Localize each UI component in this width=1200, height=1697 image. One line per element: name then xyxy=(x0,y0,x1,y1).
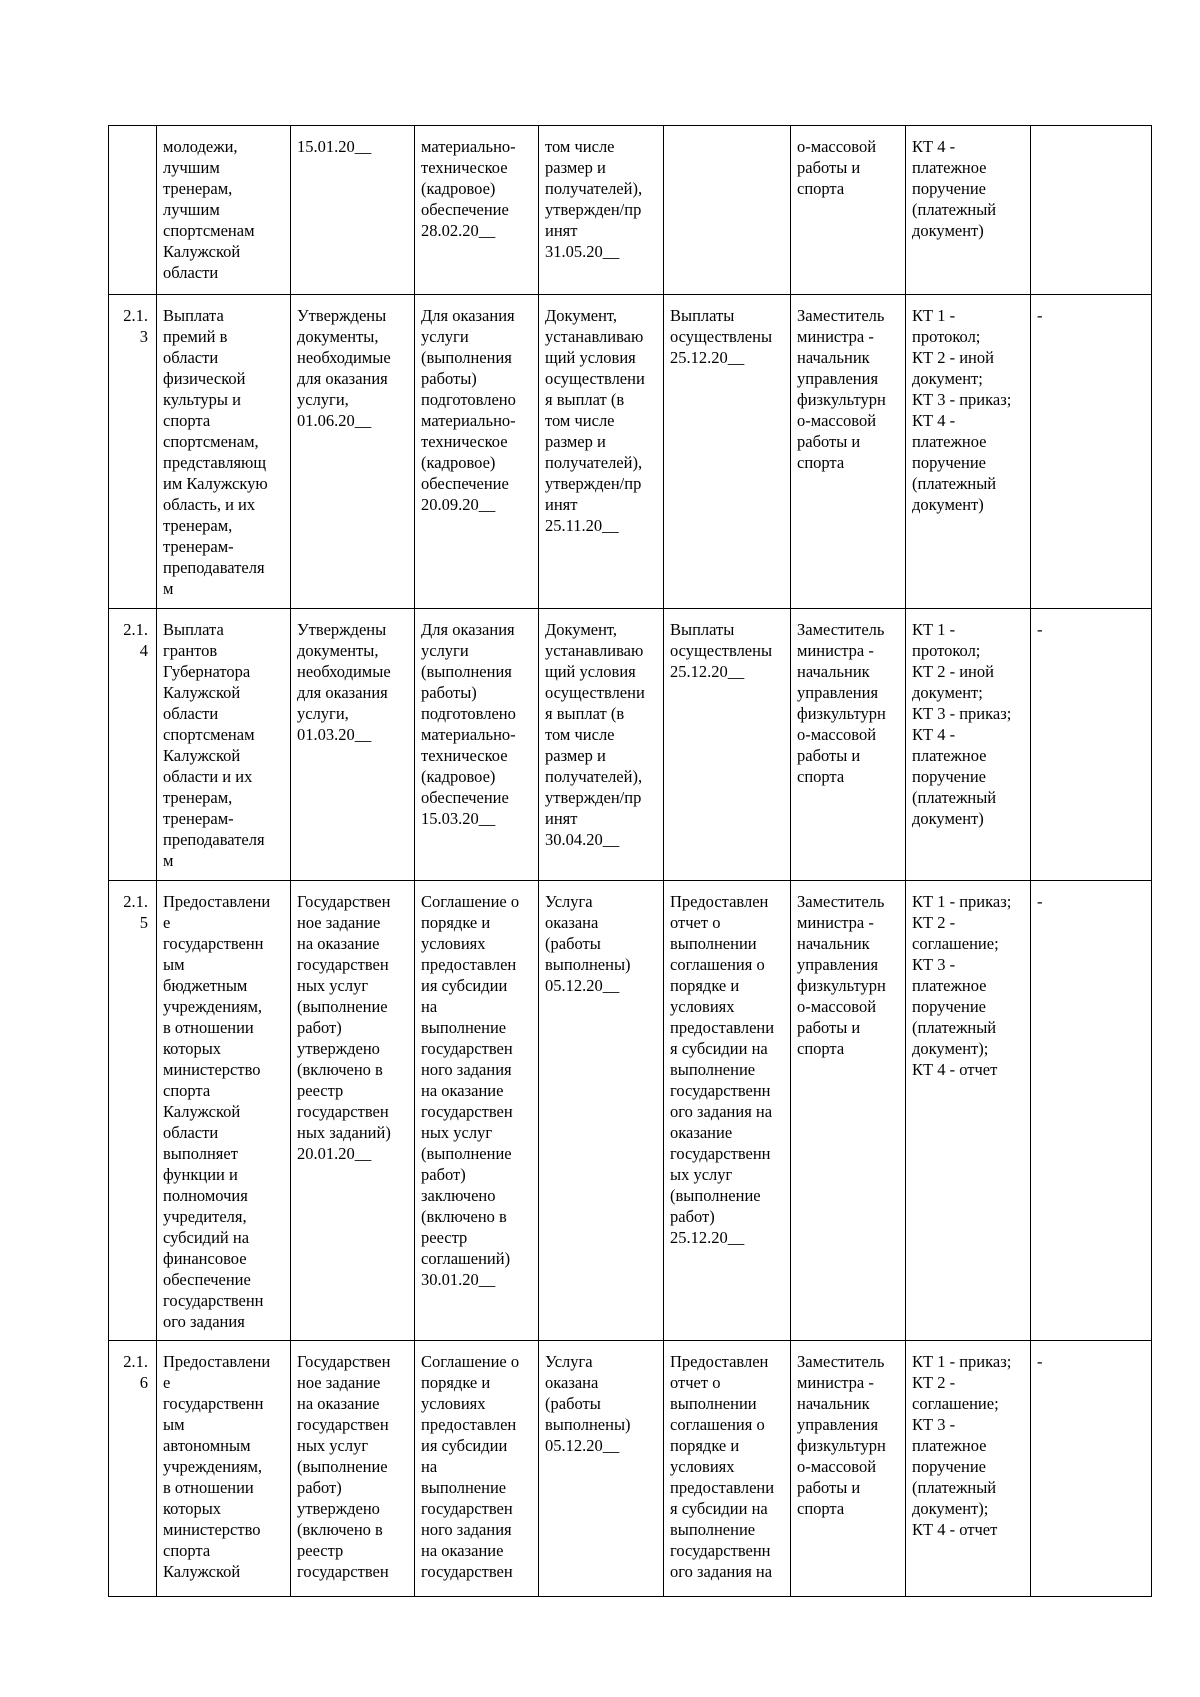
checkpoint-3: Услуга оказана (работы выполнены) 05.12.20__ xyxy=(539,881,664,1341)
note: - xyxy=(1031,881,1152,1341)
event-name: молодежи, лучшим тренерам, лучшим спортсменам Калужской области xyxy=(157,126,291,295)
checkpoint-1: Государствен ное задание на оказание государствен ных услуг (выполнение работ) утверждено (включено в реестр государствен xyxy=(291,1341,415,1597)
checkpoint-3: том числе размер и получателей), утвержден/пр инят 31.05.20__ xyxy=(539,126,664,295)
row-number: 2.1. 4 xyxy=(109,609,157,881)
responsible-person: Заместитель министра - начальник управления физкультурн о-массовой работы и спорта xyxy=(791,295,906,609)
event-name: Выплата премий в области физической культуры и спорта спортсменам, представляющ им Калужскую область, и их тренерам, тренерам- преподавателя м xyxy=(157,295,291,609)
checkpoint-4: Выплаты осуществлены 25.12.20__ xyxy=(664,295,791,609)
row-number: 2.1. 5 xyxy=(109,881,157,1341)
table-row xyxy=(109,126,1152,295)
plan-table xyxy=(108,125,1152,1597)
note: - xyxy=(1031,1341,1152,1597)
table-row xyxy=(109,881,1152,1341)
responsible-person: Заместитель министра - начальник управления физкультурн о-массовой работы и спорта xyxy=(791,609,906,881)
checkpoint-2: Для оказания услуги (выполнения работы) подготовлено материально- техническое (кадровое) обеспечение 15.03.20__ xyxy=(415,609,539,881)
checkpoint-1: Утверждены документы, необходимые для оказания услуги, 01.06.20__ xyxy=(291,295,415,609)
checkpoint-4: Предоставлен отчет о выполнении соглашения о порядке и условиях предоставлени я субсидии на выполнение государственн ого задания на xyxy=(664,1341,791,1597)
checkpoint-1: Государствен ное задание на оказание государствен ных услуг (выполнение работ) утверждено (включено в реестр государствен ных заданий) 20.01.20__ xyxy=(291,881,415,1341)
checkpoint-4: Выплаты осуществлены 25.12.20__ xyxy=(664,609,791,881)
row-number: 2.1. 6 xyxy=(109,1341,157,1597)
event-name: Предоставлени е государственн ым бюджетным учреждениям, в отношении которых министерство спорта Калужской области выполняет функции и полномочия учредителя, субсидий на финансовое обеспечение государственн ого задания xyxy=(157,881,291,1341)
note xyxy=(1031,126,1152,295)
event-name: Выплата грантов Губернатора Калужской области спортсменам Калужской области и их тренерам, тренерам- преподавателя м xyxy=(157,609,291,881)
checkpoint-2: материально- техническое (кадровое) обеспечение 28.02.20__ xyxy=(415,126,539,295)
checkpoint-2: Соглашение о порядке и условиях предоставлен ия субсидии на выполнение государствен ного задания на оказание государствен xyxy=(415,1341,539,1597)
checkpoint-1: Утверждены документы, необходимые для оказания услуги, 01.03.20__ xyxy=(291,609,415,881)
table-row xyxy=(109,1341,1152,1597)
row-number xyxy=(109,126,157,295)
checkpoint-2: Соглашение о порядке и условиях предоставлен ия субсидии на выполнение государствен ного задания на оказание государствен ных услуг (выполнение работ) заключено (включено в реестр соглашений) 30.01.20__ xyxy=(415,881,539,1341)
checkpoint-2: Для оказания услуги (выполнения работы) подготовлено материально- техническое (кадровое) обеспечение 20.09.20__ xyxy=(415,295,539,609)
row-number: 2.1. 3 xyxy=(109,295,157,609)
confirming-documents: КТ 1 - приказ; КТ 2 - соглашение; КТ 3 - платежное поручение (платежный документ); КТ 4 - отчет xyxy=(906,881,1031,1341)
confirming-documents: КТ 4 - платежное поручение (платежный документ) xyxy=(906,126,1031,295)
table-row xyxy=(109,295,1152,609)
table-row xyxy=(109,609,1152,881)
confirming-documents: КТ 1 - протокол; КТ 2 - иной документ; КТ 3 - приказ; КТ 4 - платежное поручение (платежный документ) xyxy=(906,295,1031,609)
responsible-person: о-массовой работы и спорта xyxy=(791,126,906,295)
event-name: Предоставлени е государственн ым автономным учреждениям, в отношении которых министерство спорта Калужской xyxy=(157,1341,291,1597)
confirming-documents: КТ 1 - приказ; КТ 2 - соглашение; КТ 3 - платежное поручение (платежный документ); КТ 4 - отчет xyxy=(906,1341,1031,1597)
checkpoint-4 xyxy=(664,126,791,295)
checkpoint-3: Документ, устанавливаю щий условия осуществлени я выплат (в том числе размер и получателей), утвержден/пр инят 25.11.20__ xyxy=(539,295,664,609)
checkpoint-3: Документ, устанавливаю щий условия осуществлени я выплат (в том числе размер и получателей), утвержден/пр инят 30.04.20__ xyxy=(539,609,664,881)
checkpoint-4: Предоставлен отчет о выполнении соглашения о порядке и условиях предоставлени я субсидии на выполнение государственн ого задания на оказание государственн ых услуг (выполнение работ) 25.12.20__ xyxy=(664,881,791,1341)
checkpoint-1: 15.01.20__ xyxy=(291,126,415,295)
responsible-person: Заместитель министра - начальник управления физкультурн о-массовой работы и спорта xyxy=(791,1341,906,1597)
note: - xyxy=(1031,295,1152,609)
checkpoint-3: Услуга оказана (работы выполнены) 05.12.20__ xyxy=(539,1341,664,1597)
confirming-documents: КТ 1 - протокол; КТ 2 - иной документ; КТ 3 - приказ; КТ 4 - платежное поручение (платежный документ) xyxy=(906,609,1031,881)
responsible-person: Заместитель министра - начальник управления физкультурн о-массовой работы и спорта xyxy=(791,881,906,1341)
note: - xyxy=(1031,609,1152,881)
